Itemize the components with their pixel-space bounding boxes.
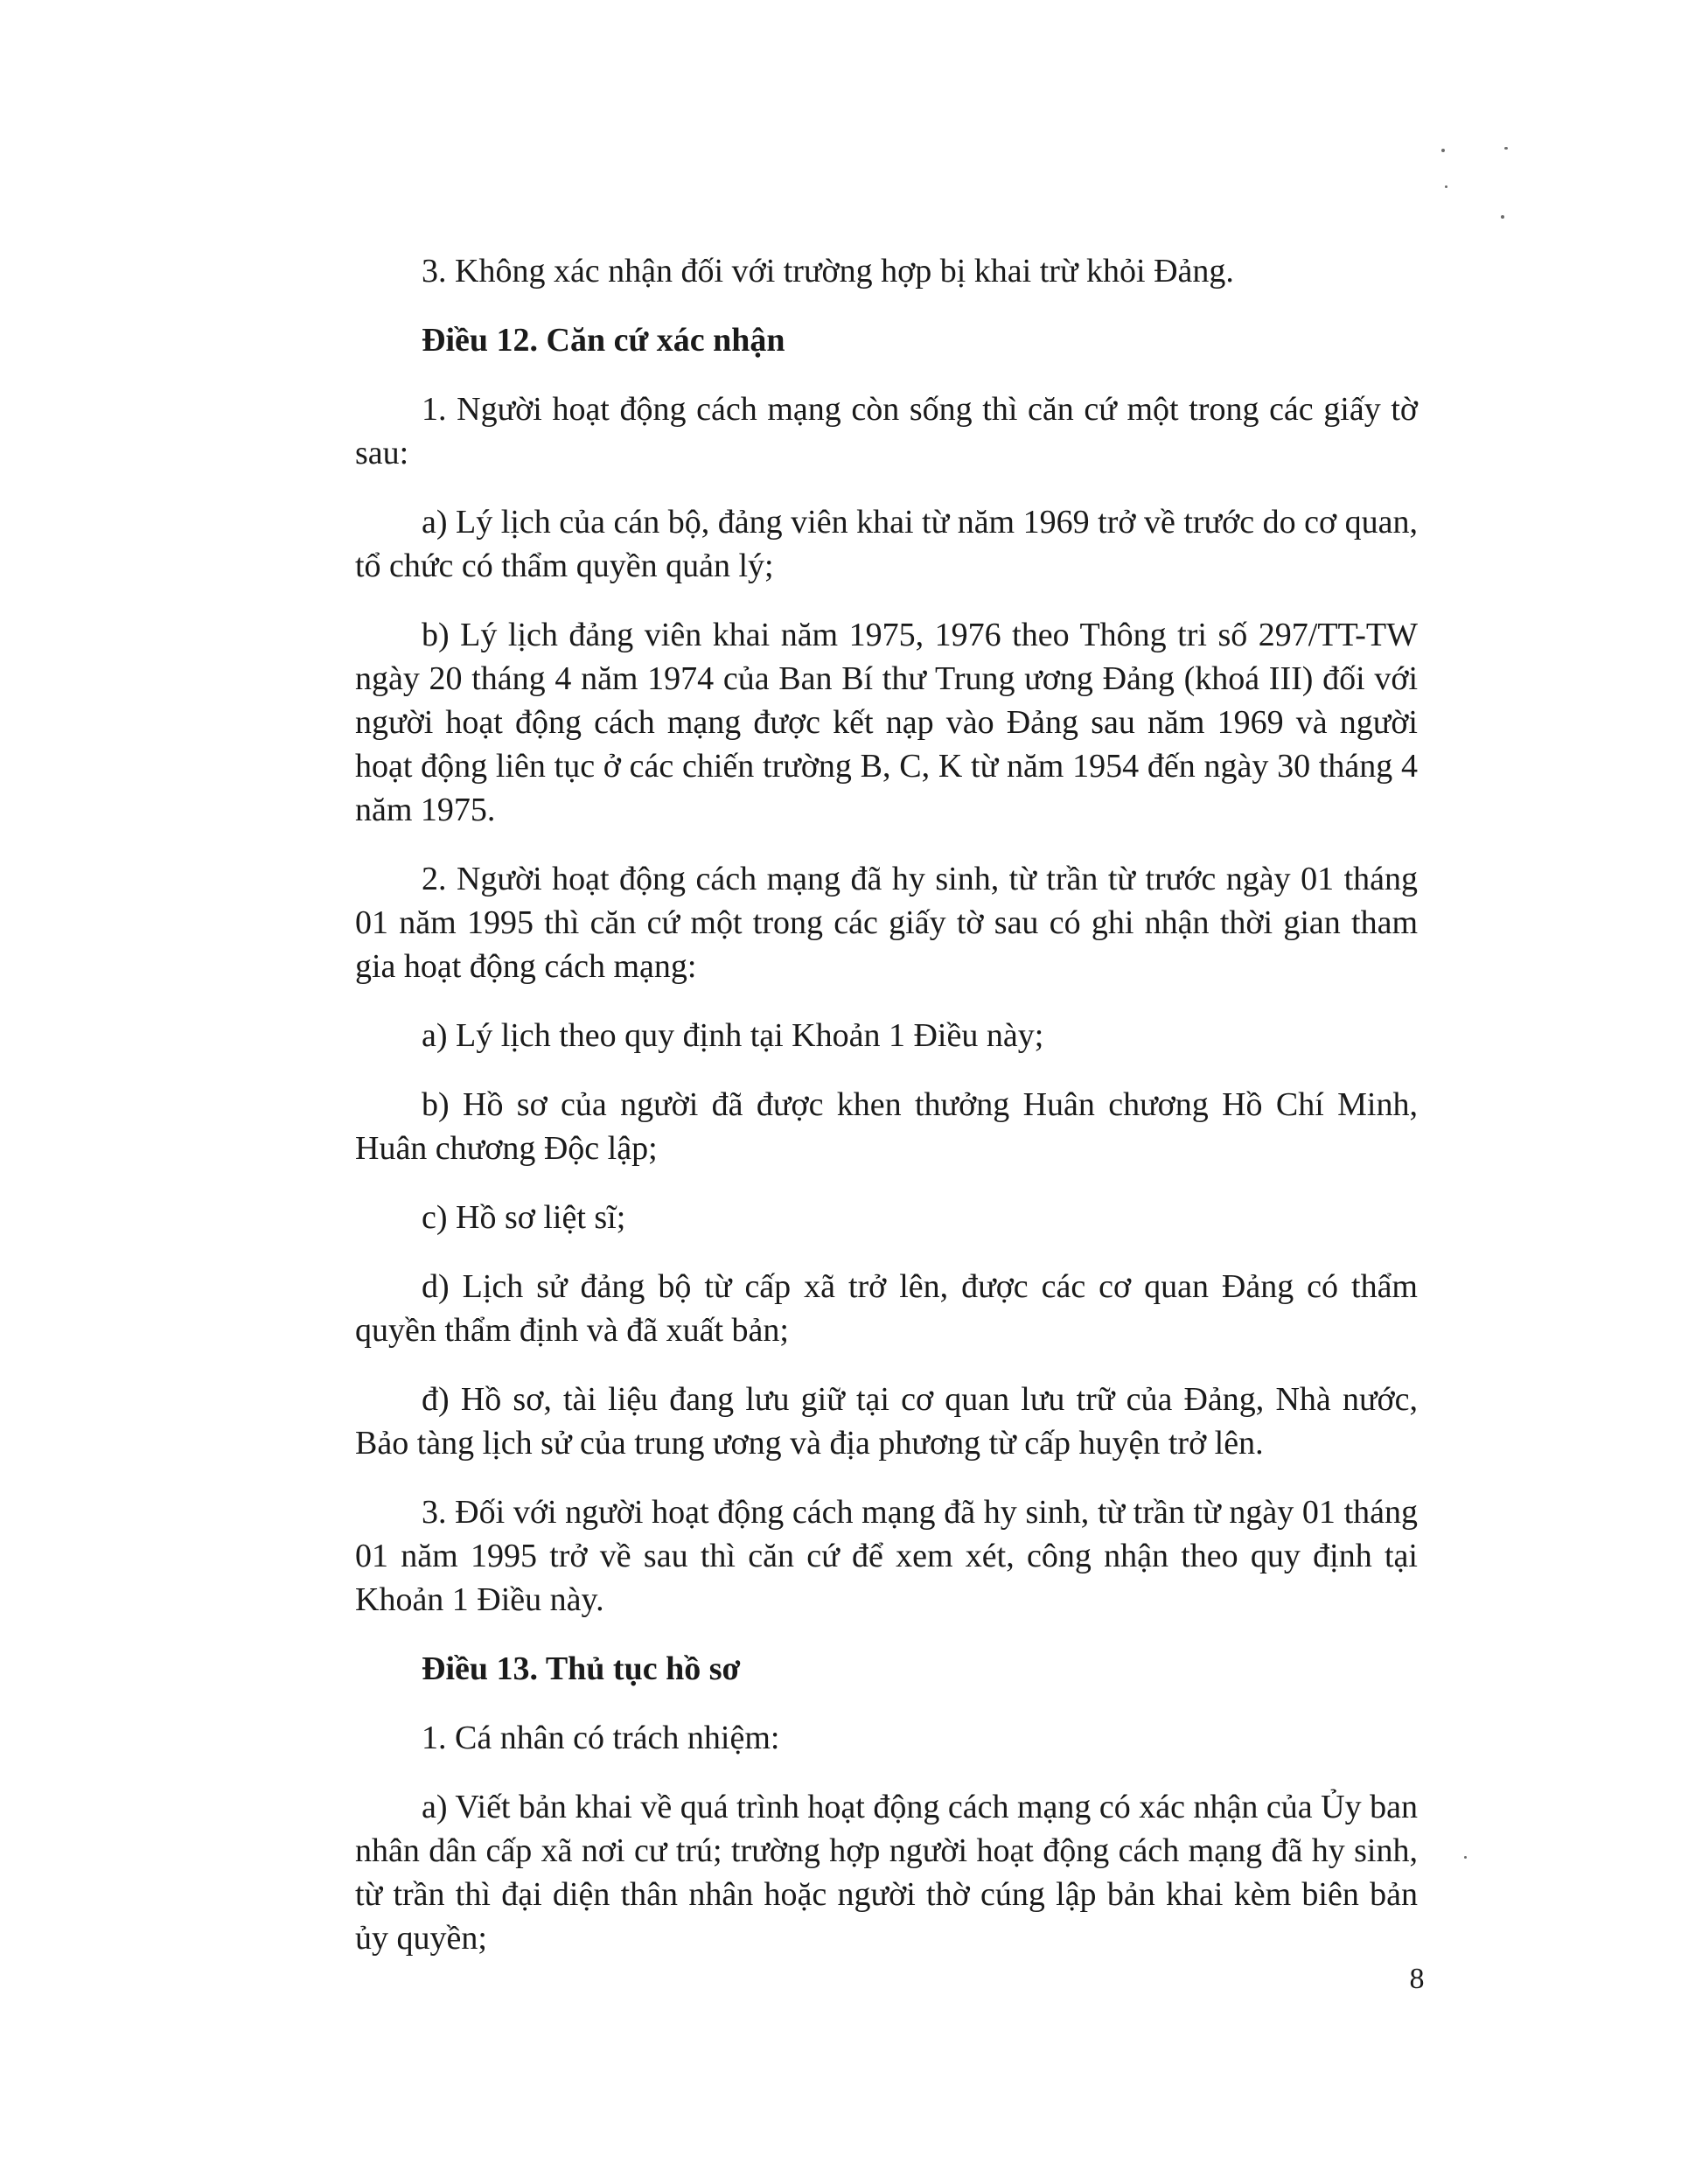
article-12-clause-2-point-a: a) Lý lịch theo quy định tại Khoản 1 Điều này; [422, 1017, 1044, 1054]
scan-speck [1504, 147, 1508, 150]
clause-3-no-confirmation: 3. Không xác nhận đối với trường hợp bị khai trừ khỏi Đảng. [422, 253, 1234, 290]
scan-speck [1501, 215, 1504, 219]
article-12-clause-2-point-b: b) Hồ sơ của người đã được khen thưởng Huân chương Hồ Chí Minh, Huân chương Độc lập; [355, 1086, 1418, 1167]
document-body [355, 249, 1418, 1985]
scan-speck [1464, 1856, 1467, 1859]
article-12-heading: Điều 12. Căn cứ xác nhận [422, 322, 785, 359]
article-12-clause-2-point-dd: đ) Hồ sơ, tài liệu đang lưu giữ tại cơ quan lưu trữ của Đảng, Nhà nước, Bảo tàng lịch sử của trung ương và địa phương từ cấp huyện trở lên. [355, 1381, 1418, 1462]
scan-speck [1445, 185, 1447, 188]
article-13-clause-1: 1. Cá nhân có trách nhiệm: [422, 1720, 780, 1756]
scan-speck [1441, 149, 1445, 152]
article-12-clause-2-point-d: d) Lịch sử đảng bộ từ cấp xã trở lên, được các cơ quan Đảng có thẩm quyền thẩm định và đã xuất bản; [355, 1268, 1418, 1349]
article-12-clause-3: 3. Đối với người hoạt động cách mạng đã hy sinh, từ trần từ ngày 01 tháng 01 năm 1995 trở về sau thì căn cứ để xem xét, công nhận theo quy định tại Khoản 1 Điều này. [355, 1494, 1418, 1618]
article-12-clause-1-point-b: b) Lý lịch đảng viên khai năm 1975, 1976 theo Thông tri số 297/TT-TW ngày 20 tháng 4 năm 1974 của Ban Bí thư Trung ương Đảng (khoá III) đối với người hoạt động cách mạng được kết nạp vào Đảng sau năm 1969 và người hoạt động liên tục ở các chiến trường B, C, K từ năm 1954 đến ngày 30 tháng 4 năm 1975. [355, 617, 1418, 828]
article-13-clause-1-point-a: a) Viết bản khai về quá trình hoạt động cách mạng có xác nhận của Ủy ban nhân dân cấp xã nơi cư trú; trường hợp người hoạt động cách mạng đã hy sinh, từ trần thì đại diện thân nhân hoặc người thờ cúng lập bản khai kèm biên bản ủy quyền; [355, 1789, 1418, 1957]
article-12-clause-1: 1. Người hoạt động cách mạng còn sống thì căn cứ một trong các giấy tờ sau: [355, 391, 1418, 471]
article-12-clause-2-point-c: c) Hồ sơ liệt sĩ; [422, 1199, 626, 1236]
article-13-heading: Điều 13. Thủ tục hồ sơ [422, 1650, 741, 1687]
article-12-clause-1-point-a: a) Lý lịch của cán bộ, đảng viên khai từ năm 1969 trở về trước do cơ quan, tổ chức có thẩm quyền quản lý; [355, 504, 1418, 584]
article-12-clause-2: 2. Người hoạt động cách mạng đã hy sinh, từ trần từ trước ngày 01 tháng 01 năm 1995 thì căn cứ một trong các giấy tờ sau có ghi nhận thời gian tham gia hoạt động cách mạng: [355, 861, 1418, 985]
page-number: 8 [1409, 1963, 1425, 1995]
